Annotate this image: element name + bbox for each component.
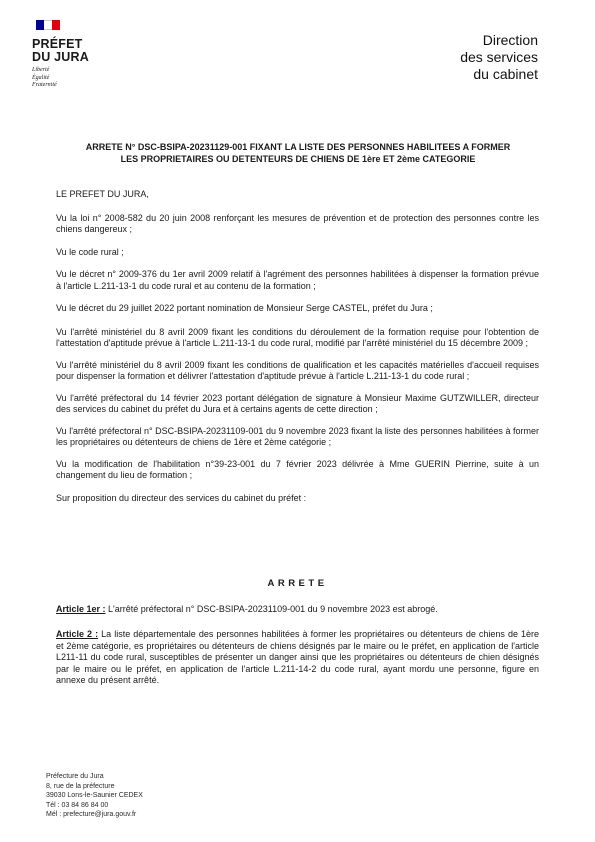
- article-2-label: Article 2 :: [56, 629, 99, 639]
- visa-paragraph: Vu l'arrêté ministériel du 8 avril 2009 fixant les conditions du déroulement de la formation requise pour l'obtention de l'attestation d'aptitude prévue à l'article L.211-13-1 du code rural, modifié par l'arrêté ministériel du 15 décembre 2009 ;: [56, 326, 539, 348]
- title-line-2: LES PROPRIETAIRES OU DETENTEURS DE CHIENS DE 1ère ET 2ème CATEGORIE: [120, 154, 476, 164]
- flag-white-stripe: [44, 20, 52, 30]
- visa-paragraph: Vu le code rural ;: [56, 246, 124, 257]
- motto-egalite: Égalité: [32, 74, 50, 81]
- footer-line: Tél : 03 84 86 84 00: [46, 801, 109, 809]
- decision-heading: ARRETE: [267, 578, 328, 589]
- flag-blue-stripe: [36, 20, 44, 30]
- prefecture-logo: [32, 20, 102, 90]
- logo-line-1: PRÉFET: [32, 37, 83, 51]
- visa-paragraph: Vu l'arrêté ministériel du 8 avril 2009 fixant les conditions de qualification et les capacités matérielles d'accueil requises pour dispenser la formation et délivrer l'attestation d'aptitude prévue à l'article L.211-13-1 du code rural ;: [56, 359, 539, 381]
- article-2: [56, 629, 539, 687]
- logo-line-2: DU JURA: [32, 50, 89, 64]
- department-line-3: du cabinet: [473, 66, 538, 82]
- footer-line: Préfecture du Jura: [46, 773, 104, 780]
- visa-paragraph: Vu le décret du 29 juillet 2022 portant nomination de Monsieur Serge CASTEL, préfet du Jura ;: [56, 303, 433, 313]
- title-line-1: ARRETE N° DSC-BSIPA-20231129-001 FIXANT LA LISTE DES PERSONNES HABILITEES A FORMER: [85, 142, 511, 152]
- opening-line: LE PREFET DU JURA,: [56, 189, 149, 199]
- republic-motto: [32, 67, 102, 90]
- document-body: [56, 189, 539, 504]
- article-1-text: L'arrêté préfectoral n° DSC-BSIPA-20231109-001 du 9 novembre 2023 est abrogé.: [105, 604, 438, 614]
- department-line-1: Direction: [482, 32, 538, 48]
- footer-line: 39030 Lons-le-Saunier CEDEX: [46, 792, 143, 800]
- marianne-flag-icon: [36, 20, 60, 30]
- issuing-department: [460, 32, 538, 83]
- visa-paragraph: Vu la modification de l'habilitation n°39-23-001 du 7 février 2023 délivrée à Mme GUERIN Pierrine, suite à un changement du lieu de formation ;: [56, 458, 539, 480]
- footer-line: 8, rue de la préfecture: [46, 782, 115, 790]
- article-2-text: La liste départementale des personnes habilitées à former les propriétaires ou détenteurs de chiens de 1ère et 2ème catégorie, es propriétaires ou détenteurs de chiens désignés par le maire ou le préfet, en application de l'article L211-11 du code rural, susceptibles de présenter un danger ainsi que les propriétaires ou détenteurs de chien désignés par le maire ou le préfet, en application de l'article L.211-14-2 du code rural, ayant mordu une personne, figure en annexe du présent arrêté.: [56, 629, 540, 685]
- visa-paragraph: Vu l'arrêté préfectoral du 14 février 2023 portant délégation de signature à Monsieur Maxime GUTZWILLER, directeur des services du cabinet du préfet du Jura et à certains agents de cette direction ;: [56, 392, 539, 414]
- footer-line: Mél : prefecture@jura.gouv.fr: [46, 811, 137, 819]
- motto-fraternite: Fraternité: [32, 82, 57, 88]
- flag-red-stripe: [52, 20, 60, 30]
- proposal-paragraph: Sur proposition du directeur des services du cabinet du préfet :: [56, 492, 307, 503]
- article-1: [56, 604, 539, 616]
- prefecture-address-footer: [46, 772, 143, 820]
- visa-paragraph: Vu la loi n° 2008-582 du 20 juin 2008 renforçant les mesures de prévention et de protection des personnes contre les chiens dangereux ;: [56, 212, 539, 234]
- motto-liberte: Liberté: [32, 67, 50, 73]
- visa-paragraph: Vu le décret n° 2009-376 du 1er avril 2009 relatif à l'agrément des personnes habilitées à dispenser la formation prévue à l'article L.211-13-1 du code rural et au contenu de la formation ;: [56, 269, 539, 291]
- department-line-2: des services: [460, 49, 538, 65]
- logo-text: [32, 38, 102, 64]
- article-1-label: Article 1er :: [56, 604, 106, 614]
- visa-paragraph: Vu l'arrêté préfectoral n° DSC-BSIPA-20231109-001 du 9 novembre 2023 fixant la liste des personnes habilitées à former les propriétaires ou détenteurs de chiens de 1ère et 2ème catégorie ;: [56, 425, 539, 447]
- document-title: [62, 141, 534, 165]
